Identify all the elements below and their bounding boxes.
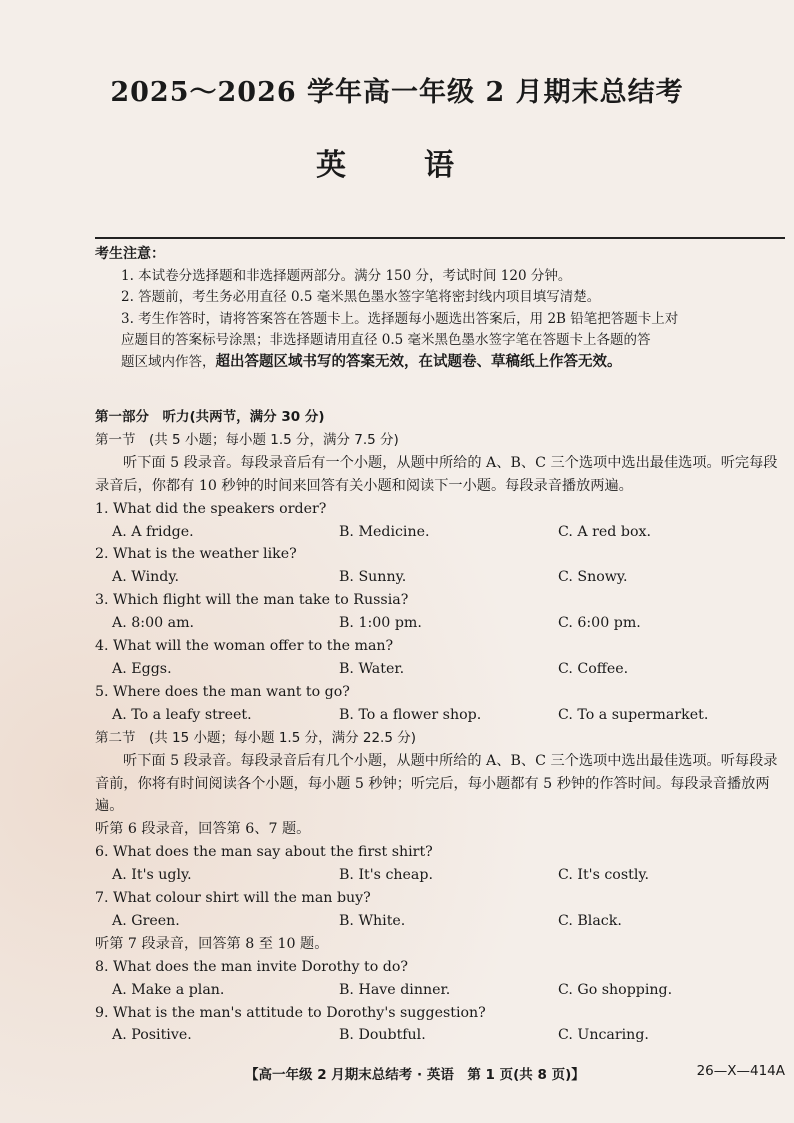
question-7	[95, 887, 785, 933]
notice-item-2: 2. 答题前，考生务必用直径 0.5 毫米黑色墨水签字笔将密封线内项目填写清楚。	[121, 289, 601, 305]
option-a: A. Positive.	[112, 1027, 192, 1044]
option-b: B. Sunny.	[339, 569, 407, 586]
section2-heading: 第二节 (共 15 小题；每小题 1.5 分，满分 22.5 分)	[95, 729, 416, 746]
question-9	[95, 1002, 785, 1048]
subject-title: 英 语	[316, 148, 478, 183]
option-c: C. 6:00 pm.	[558, 615, 641, 632]
notice-item-3-cont: 应题目的答案标号涂黑；非选择题请用直径 0.5 毫米黑色墨水签字笔在答题卡上各题的答	[121, 332, 651, 348]
question-text: 6. What does the man say about the first shirt?	[95, 844, 433, 861]
question-4	[95, 635, 785, 681]
notice-item-3-tail	[95, 352, 785, 374]
option-a: A. It's ugly.	[112, 867, 192, 884]
notice-bold-warning: 超出答题区域书写的答案无效，在试题卷、草稿纸上作答无效。	[215, 353, 622, 370]
question-2	[95, 543, 785, 589]
option-a: A. 8:00 am.	[112, 615, 195, 632]
question-text: 1. What did the speakers order?	[95, 500, 327, 517]
notice-divider	[95, 237, 785, 239]
option-a: A. A fridge.	[112, 523, 194, 540]
part1-heading: 第一部分 听力(共两节，满分 30 分)	[95, 409, 325, 425]
question-text: 2. What is the weather like?	[95, 546, 297, 563]
option-b: B. 1:00 pm.	[339, 615, 422, 632]
option-b: B. Medicine.	[339, 523, 430, 540]
section1-heading: 第一节 (共 5 小题；每小题 1.5 分，满分 7.5 分)	[95, 431, 399, 448]
option-c: C. A red box.	[558, 523, 652, 540]
option-c: C. To a supermarket.	[558, 706, 709, 723]
question-text: 7. What colour shirt will the man buy?	[95, 890, 371, 907]
listening-part	[95, 406, 785, 1047]
section1-instructions: 听下面 5 段录音。每段录音后有一个小题，从题中所给的 A、B、C 三个选项中选出最佳选项。听完每段录音后，你都有 10 秒钟的时间来回答有关小题和阅读下一小题。每段录音播放两遍。	[95, 454, 778, 494]
section2-instructions: 听下面 5 段录音。每段录音后有几个小题，从题中所给的 A、B、C 三个选项中选出最佳选项。听每段录音前，你将有时间阅读各个小题，每小题 5 秒钟；听完后，每小题都有 5 秒钟的作答时间。每段录音播放两遍。	[95, 752, 778, 815]
question-text: 9. What is the man's attitude to Dorothy's suggestion?	[95, 1004, 486, 1021]
question-1	[95, 498, 785, 544]
option-b: B. It's cheap.	[339, 867, 433, 884]
footer-exam-code: 26—X—414A	[696, 1063, 785, 1079]
option-b: B. To a flower shop.	[339, 706, 482, 723]
segment-6-label: 听第 6 段录音，回答第 6、7 题。	[95, 821, 311, 838]
notice-item-3-end: 题区域内作答，	[121, 353, 216, 370]
option-b: B. Have dinner.	[339, 981, 451, 998]
question-5	[95, 681, 785, 727]
option-c: C. Black.	[558, 912, 622, 929]
option-a: A. To a leafy street.	[112, 706, 252, 723]
option-b: B. Water.	[339, 660, 405, 677]
option-b: B. Doubtful.	[339, 1027, 426, 1044]
option-c: C. Go shopping.	[558, 981, 673, 998]
option-a: A. Windy.	[112, 569, 179, 586]
segment-7-label: 听第 7 段录音，回答第 8 至 10 题。	[95, 935, 329, 952]
notice-title: 考生注意：	[95, 246, 165, 262]
option-a: A. Eggs.	[112, 660, 172, 677]
question-8	[95, 956, 785, 1002]
footer-page-info: 【高一年级 2 月期末总结考 · 英语 第 1 页(共 8 页)】	[245, 1067, 585, 1083]
question-text: 8. What does the man invite Dorothy to do?	[95, 958, 408, 975]
option-a: A. Green.	[112, 912, 180, 929]
option-b: B. White.	[339, 912, 406, 929]
question-text: 5. Where does the man want to go?	[95, 683, 350, 700]
option-c: C. Uncaring.	[558, 1027, 649, 1044]
question-3	[95, 589, 785, 635]
option-c: C. Coffee.	[558, 660, 629, 677]
question-text: 4. What will the woman offer to the man?	[95, 638, 394, 655]
candidate-notice	[95, 244, 785, 373]
exam-title: 2025～2026 学年高一年级 2 月期末总结考	[110, 77, 684, 108]
question-text: 3. Which flight will the man take to Russia?	[95, 592, 409, 609]
question-6	[95, 841, 785, 887]
notice-item-3: 3. 考生作答时，请将答案答在答题卡上。选择题每小题选出答案后，用 2B 铅笔把答题卡上对	[121, 310, 679, 327]
option-c: C. Snowy.	[558, 569, 628, 586]
option-c: C. It's costly.	[558, 867, 650, 884]
notice-item-1: 1. 本试卷分选择题和非选择题两部分。满分 150 分，考试时间 120 分钟。	[121, 267, 572, 284]
option-a: A. Make a plan.	[112, 981, 225, 998]
